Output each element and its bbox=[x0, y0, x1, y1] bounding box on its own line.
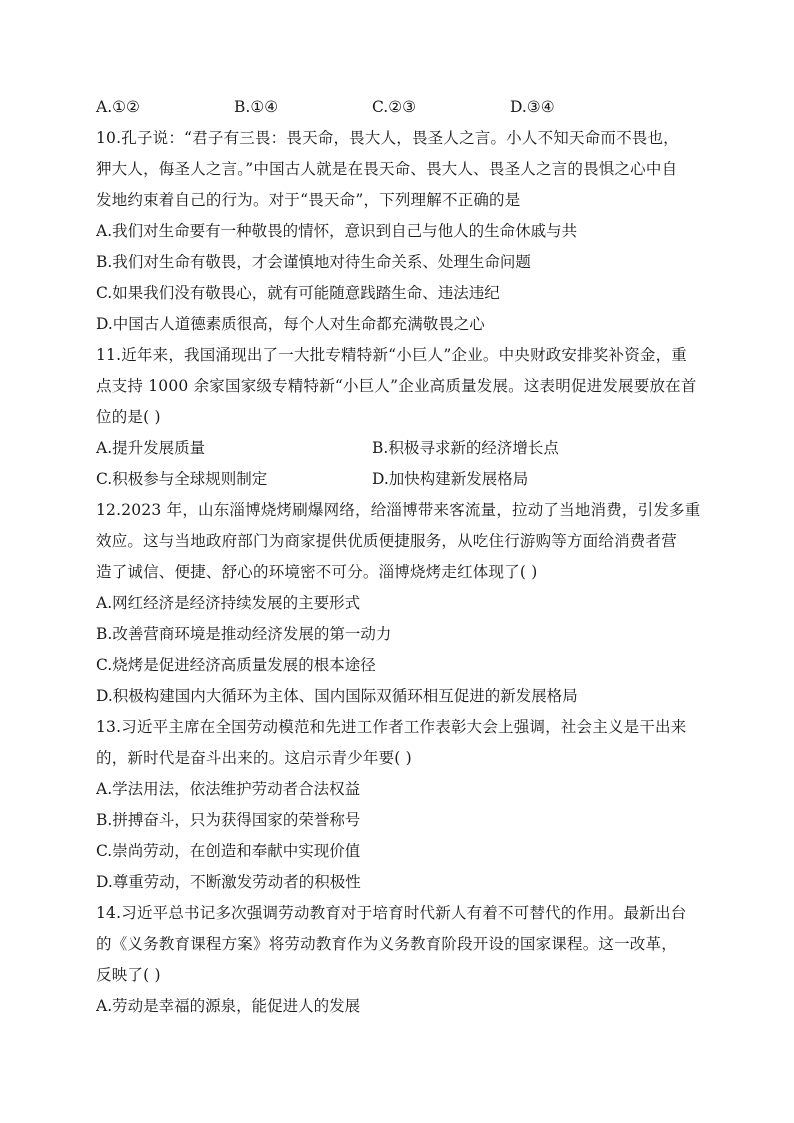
q11-options-row bbox=[96, 464, 706, 495]
q9-option-a: A.①② bbox=[96, 98, 140, 116]
q11-stem-line: 11.近年来，我国涌现出了一大批专精特新“小巨人”企业。中央财政安排奖补资金，重 bbox=[96, 346, 688, 364]
q12-option-a: A.网红经济是经济持续发展的主要形式 bbox=[96, 594, 361, 612]
q10-stem-line: 发地约束着自己的行为。对于“畏天命”，下列理解不正确的是 bbox=[96, 191, 521, 209]
q10-stem bbox=[96, 123, 706, 216]
q13-option-d: D.尊重劳动，不断激发劳动者的积极性 bbox=[96, 873, 361, 891]
q10-stem-line: 10.孔子说：“君子有三畏：畏天命，畏大人，畏圣人之言。小人不知天命而不畏也， bbox=[96, 129, 679, 147]
q12-option-d: D.积极构建国内大循环为主体、国内国际双循环相互促进的新发展格局 bbox=[96, 687, 578, 705]
q13-stem-line: 13.习近平主席在全国劳动模范和先进工作者工作表彰大会上强调，社会主义是干出来 bbox=[96, 718, 687, 736]
q14-stem-line: 反映了( ) bbox=[96, 966, 161, 984]
q11-option-c: C.积极参与全球规则制定 bbox=[96, 470, 268, 488]
q13-stem-line: 的，新时代是奋斗出来的。这启示青少年要( ) bbox=[96, 749, 412, 767]
q14-stem-line: 14.习近平总书记多次强调劳动教育对于培育时代新人有着不可替代的作用。最新出台 bbox=[96, 904, 687, 922]
q11-options-row bbox=[96, 433, 706, 464]
q13-stem bbox=[96, 712, 706, 774]
q9-option-d: D.③④ bbox=[510, 98, 555, 116]
q14-option-a: A.劳动是幸福的源泉，能促进人的发展 bbox=[96, 997, 361, 1015]
q12-option-b: B.改善营商环境是推动经济发展的第一动力 bbox=[96, 625, 392, 643]
q9-options bbox=[96, 92, 706, 123]
q10-option-a: A.我们对生命要有一种敬畏的情怀，意识到自己与他人的生命休戚与共 bbox=[96, 222, 578, 240]
q13-option-a: A.学法用法，依法维护劳动者合法权益 bbox=[96, 780, 361, 798]
q11-option-a: A.提升发展质量 bbox=[96, 439, 206, 457]
q10-option-b: B.我们对生命有敬畏，才会谨慎地对待生命关系、处理生命问题 bbox=[96, 253, 531, 271]
q12-stem-line: 12.2023 年，山东淄博烧烤刷爆网络，给淄博带来客流量，拉动了当地消费，引发多重 bbox=[96, 501, 701, 519]
q11-stem-line: 点支持 1000 余家国家级专精特新“小巨人”企业高质量发展。这表明促进发展要放在首 bbox=[96, 377, 697, 395]
q11-stem bbox=[96, 340, 706, 433]
q10-option-c: C.如果我们没有敬畏心，就有可能随意践踏生命、违法违纪 bbox=[96, 284, 500, 302]
q13-option-c: C.崇尚劳动，在创造和奉献中实现价值 bbox=[96, 842, 361, 860]
q12-stem-line: 效应。这与当地政府部门为商家提供优质便捷服务，从吃住行游购等方面给消费者营 bbox=[96, 532, 677, 550]
q10-option-d: D.中国古人道德素质很高，每个人对生命都充满敬畏之心 bbox=[96, 315, 485, 333]
q13-option-b: B.拼搏奋斗，只为获得国家的荣誉称号 bbox=[96, 811, 361, 829]
q14-stem-line: 的《义务教育课程方案》将劳动教育作为义务教育阶段开设的国家课程。这一改革， bbox=[96, 935, 677, 953]
q14-stem bbox=[96, 898, 706, 991]
q12-option-c: C.烧烤是促进经济高质量发展的根本途径 bbox=[96, 656, 376, 674]
q12-stem-line: 造了诚信、便捷、舒心的环境密不可分。淄博烧烤走红体现了( ) bbox=[96, 563, 538, 581]
q9-option-c: C.②③ bbox=[372, 98, 417, 116]
q11-stem-line: 位的是( ) bbox=[96, 408, 161, 426]
q11-option-b: B.积极寻求新的经济增长点 bbox=[372, 439, 559, 457]
q10-stem-line: 狎大人，侮圣人之言。”中国古人就是在畏天命、畏大人、畏圣人之言的畏惧之心中自 bbox=[96, 160, 678, 178]
q11-option-d: D.加快构建新发展格局 bbox=[372, 470, 529, 488]
q9-option-b: B.①④ bbox=[234, 98, 279, 116]
q12-stem bbox=[96, 495, 706, 588]
exam-page bbox=[96, 92, 706, 1022]
